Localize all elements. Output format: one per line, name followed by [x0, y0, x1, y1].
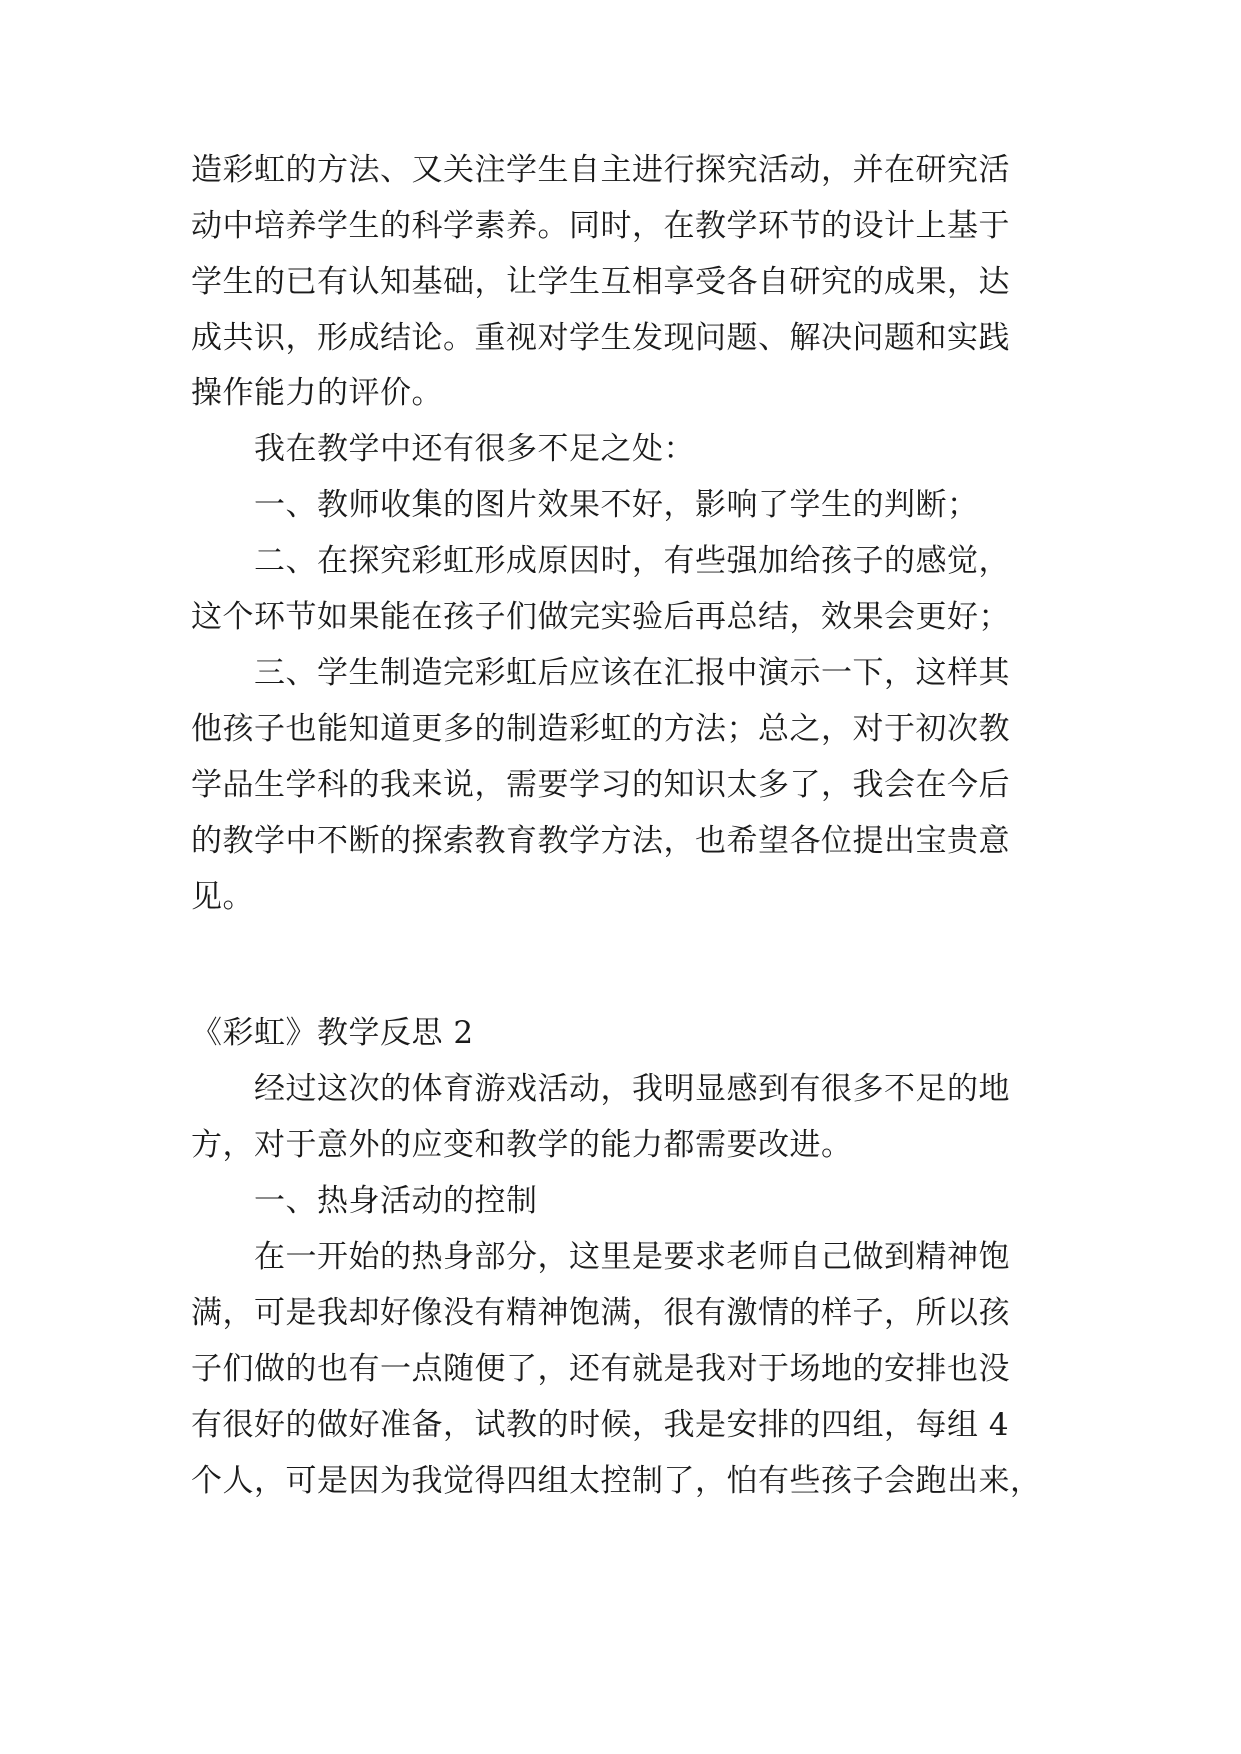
paragraph-line: 个人，可是因为我觉得四组太控制了，怕有些孩子会跑出来， [191, 1463, 1042, 1499]
paragraph-line: 我在教学中还有很多不足之处： [254, 431, 695, 467]
paragraph-line: 操作能力的评价。 [191, 375, 443, 411]
paragraph-line: 见。 [191, 879, 254, 915]
paragraph-line: 他孩子也能知道更多的制造彩虹的方法；总之，对于初次教 [191, 711, 1010, 747]
paragraph-line: 方，对于意外的应变和教学的能力都需要改进。 [191, 1127, 853, 1163]
paragraph-line: 有很好的做好准备，试教的时候，我是安排的四组，每组 4 [191, 1407, 1010, 1443]
paragraph-line: 一、热身活动的控制 [254, 1183, 538, 1219]
paragraph-line: 这个环节如果能在孩子们做完实验后再总结，效果会更好； [191, 599, 1010, 635]
paragraph-line: 一、教师收集的图片效果不好，影响了学生的判断； [254, 487, 979, 523]
paragraph-line: 学生的已有认知基础，让学生互相享受各自研究的成果，达 [191, 264, 1010, 300]
paragraph-line: 学品生学科的我来说，需要学习的知识太多了，我会在今后 [191, 767, 1010, 803]
section-title: 《彩虹》教学反思 2 [191, 1015, 474, 1051]
paragraph-line: 二、在探究彩虹形成原因时，有些强加给孩子的感觉， [254, 543, 1010, 579]
paragraph-line: 动中培养学生的科学素养。同时，在教学环节的设计上基于 [191, 208, 1010, 244]
paragraph-line: 满，可是我却好像没有精神饱满，很有激情的样子，所以孩 [191, 1295, 1010, 1331]
paragraph-line: 的教学中不断的探索教育教学方法，也希望各位提出宝贵意 [191, 823, 1010, 859]
paragraph-line: 造彩虹的方法、又关注学生自主进行探究活动，并在研究活 [191, 152, 1010, 188]
paragraph-line: 子们做的也有一点随便了，还有就是我对于场地的安排也没 [191, 1351, 1010, 1387]
paragraph-line: 成共识，形成结论。重视对学生发现问题、解决问题和实践 [191, 320, 1010, 356]
paragraph-line: 在一开始的热身部分，这里是要求老师自己做到精神饱 [254, 1239, 1010, 1275]
paragraph-line: 经过这次的体育游戏活动，我明显感到有很多不足的地 [254, 1071, 1010, 1107]
paragraph-line: 三、学生制造完彩虹后应该在汇报中演示一下，这样其 [254, 655, 1010, 691]
